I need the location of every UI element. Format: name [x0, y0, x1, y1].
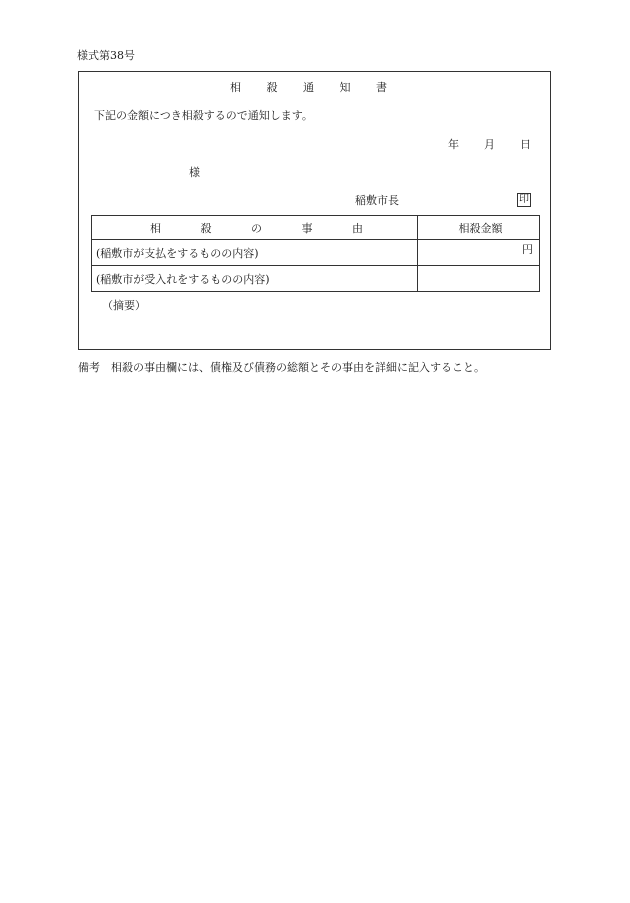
row-label: (稲敷市が支払をするものの内容): [92, 240, 418, 266]
addressee-suffix: 様: [189, 166, 200, 179]
row-label: (稲敷市が受入れをするものの内容): [92, 266, 418, 292]
title-char: 殺: [266, 81, 278, 94]
title-char: 知: [339, 81, 351, 94]
row-amount-cell[interactable]: [418, 266, 540, 292]
table-header-row: [92, 216, 540, 240]
date-month-label: 月: [484, 138, 495, 151]
header-reason-char: 殺: [200, 221, 212, 235]
form-number: 様式第38号: [77, 49, 135, 62]
header-reason-char: 相: [150, 221, 161, 235]
date-year-label: 年: [448, 138, 459, 151]
header-reason-char: 由: [352, 221, 363, 235]
summary-label: （摘要）: [102, 299, 146, 312]
issuer-name: 稲敷市長: [355, 194, 399, 207]
table-row: [92, 266, 540, 292]
title-char: 通: [303, 81, 314, 94]
table-row: [92, 240, 540, 266]
header-amount: 相殺金額: [418, 216, 540, 240]
seal-mark: 印: [519, 194, 529, 205]
title-char: 相: [230, 81, 241, 94]
date-day-label: 日: [520, 138, 531, 151]
row-amount-cell[interactable]: [418, 240, 540, 266]
remarks-note: 備考 相殺の事由欄には、債権及び債務の総額とその事由を詳細に記入すること。: [78, 361, 485, 374]
title-char: 書: [376, 81, 387, 94]
intro-text: 下記の金額につき相殺するので通知します。: [94, 109, 313, 122]
document-title: [230, 82, 387, 93]
yen-unit: 円: [522, 243, 533, 256]
header-reason: [92, 216, 418, 240]
header-reason-char: の: [251, 221, 262, 235]
header-reason-char: 事: [301, 221, 313, 235]
offset-reason-table: [91, 215, 540, 292]
